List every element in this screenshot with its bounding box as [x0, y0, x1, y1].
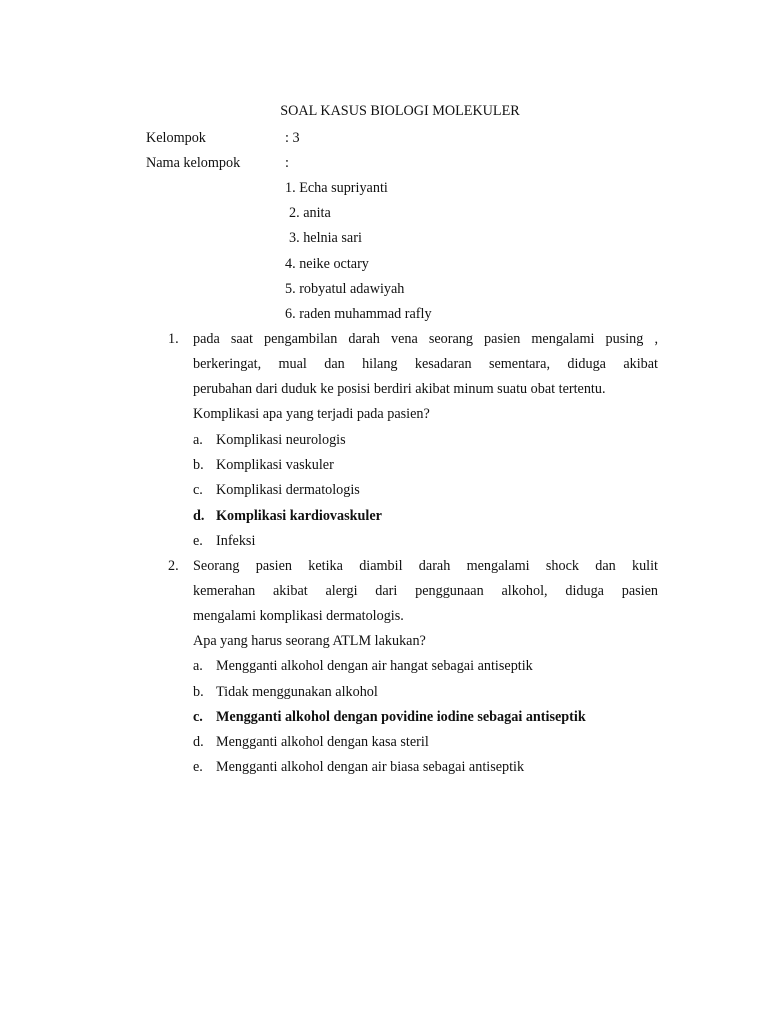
- option-letter: b.: [193, 684, 204, 700]
- document-title: SOAL KASUS BIOLOGI MOLEKULER: [280, 103, 520, 119]
- question-number: 1.: [168, 331, 179, 347]
- member-item: 3. helnia sari: [289, 230, 362, 246]
- option-text: Komplikasi dermatologis: [216, 482, 360, 498]
- option-text: Komplikasi vaskuler: [216, 457, 334, 473]
- nama-kelompok-value: :: [285, 155, 289, 171]
- option-letter: e.: [193, 759, 203, 775]
- option-text: Mengganti alkohol dengan air biasa sebagai antiseptik: [216, 759, 525, 775]
- option-text: Komplikasi neurologis: [216, 432, 346, 448]
- member-item: 6. raden muhammad rafly: [285, 306, 432, 322]
- question-text-line: pada saat pengambilan darah vena seorang pasien mengalami pusing ,: [193, 331, 658, 347]
- question-text-line: mengalami komplikasi dermatologis.: [193, 608, 404, 624]
- option-text: Mengganti alkohol dengan kasa steril: [216, 734, 429, 750]
- option-letter-answer: c.: [193, 709, 203, 725]
- kelompok-label: Kelompok: [146, 130, 206, 146]
- question-text-line: Seorang pasien ketika diambil darah mengalami shock dan kulit: [193, 558, 658, 574]
- question-prompt: Komplikasi apa yang terjadi pada pasien?: [193, 406, 430, 422]
- question-number: 2.: [168, 558, 179, 574]
- member-item: 4. neike octary: [285, 256, 369, 272]
- question-text-line: perubahan dari duduk ke posisi berdiri akibat minum suatu obat tertentu.: [193, 381, 606, 397]
- option-letter: b.: [193, 457, 204, 473]
- option-text: Tidak menggunakan alkohol: [216, 684, 378, 700]
- member-item: 2. anita: [289, 205, 331, 221]
- option-text-answer: Mengganti alkohol dengan povidine iodine sebagai antiseptik: [216, 709, 586, 725]
- option-text: Mengganti alkohol dengan air hangat sebagai antiseptik: [216, 658, 533, 674]
- option-letter: a.: [193, 658, 203, 674]
- option-letter-answer: d.: [193, 508, 205, 524]
- option-letter: c.: [193, 482, 203, 498]
- member-item: 5. robyatul adawiyah: [285, 281, 405, 297]
- nama-kelompok-label: Nama kelompok: [146, 155, 241, 171]
- question-text-line: berkeringat, mual dan hilang kesadaran sementara, diduga akibat: [193, 356, 658, 372]
- kelompok-value: : 3: [285, 130, 300, 146]
- option-text: Infeksi: [216, 533, 256, 549]
- option-letter: d.: [193, 734, 204, 750]
- question-prompt: Apa yang harus seorang ATLM lakukan?: [193, 633, 426, 649]
- option-text-answer: Komplikasi kardiovaskuler: [216, 508, 382, 524]
- option-letter: e.: [193, 533, 203, 549]
- question-text-line: kemerahan akibat alergi dari penggunaan alkohol, diduga pasien: [193, 583, 658, 599]
- option-letter: a.: [193, 432, 203, 448]
- member-item: 1. Echa supriyanti: [285, 180, 388, 196]
